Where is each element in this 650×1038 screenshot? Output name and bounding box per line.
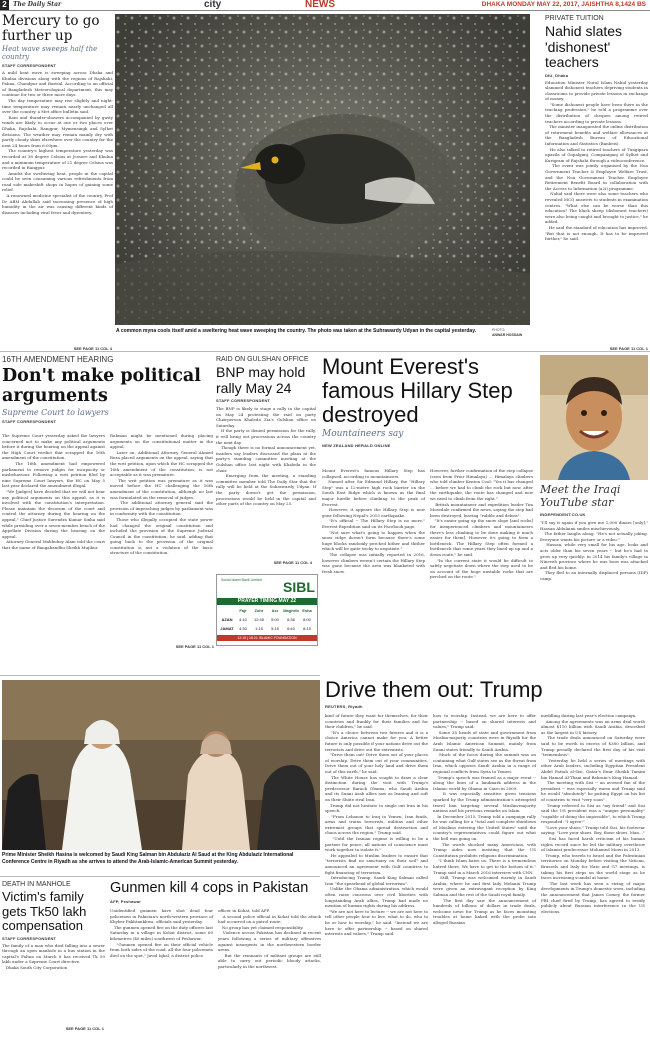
story-iraqi-boy bbox=[540, 483, 648, 673]
story-bnp bbox=[216, 355, 316, 565]
photo-iraqi-boy bbox=[540, 355, 648, 480]
story-body-col1: Unidentified gunmen have shot dead four policemen in Pakistan's north-western province of Khyber Pakhtunkhwa, officials said yesterday. The gunmen opened fire on the duty officers last Saturday in a village in Kohat district, some 60 kilometres (40 miles) southwest of Peshawar. "Gunmen opened fire on their official vehicle from both sides of the road, all the four policemen died on the spot," Javid Iqbal, a district police bbox=[110, 908, 213, 958]
story-body-col2: Rahman might be mentioned during placing arguments on the constitutional matter in the appeal. Later on, Additional Attorney General Ahmed Reza placed arguments on the appeal, saying that the writ petition, upon which the HC scrapped the 16th amendment of the constitution, is not acceptable as it was premature. The writ petition was premature as it was moved before the HC challenging the 16th amendment of the constitution, although no law was formulated on the removal of judges. The additional attorney general said the provision of impeaching judges by parliament was in conformity with the constitution. Those who illegally occupied the state power had changed the original constitution and included the provision of the Supreme Judicial Council in the constitution, he said, adding that going back to the provision of the original constitution is not a violation of the basic structure of the constitution. bbox=[110, 433, 213, 556]
story-kicker: RAID ON GULSHAN OFFICE bbox=[216, 356, 309, 363]
see-more[interactable]: SEE PAGE 11 COL 1 bbox=[175, 644, 214, 649]
byline: STAFF CORRESPONDENT bbox=[2, 63, 57, 68]
prayer-cell: AZAN bbox=[221, 617, 233, 622]
boy-image bbox=[540, 355, 648, 480]
prayer-title: PRAYER TIMING MAY 22 bbox=[217, 598, 317, 605]
story-title: BNP may hold rally May 24 bbox=[216, 364, 306, 396]
photo-credit-label: PHOTO: bbox=[492, 328, 506, 332]
dateline: DHAKA MONDAY MAY 22, 2017, JAISHTHA 8,1424 BS bbox=[481, 1, 646, 8]
section-news: NEWS bbox=[305, 0, 335, 10]
byline: REUTERS, Riyadh bbox=[325, 704, 363, 709]
story-title: Meet the Iraqi YouTube star bbox=[540, 483, 621, 509]
prayer-cell: 12:45 bbox=[253, 617, 264, 622]
story-teachers bbox=[545, 14, 648, 344]
story-body: Education Minister Nurul Islam Nahid yesterday slammed dishonest teachers depriving students in classrooms to provide private lessons in exchange of money. "Some dishonest people have been there in the teaching profession," he told a programme over the distribution of cheques among retired teachers according to private lessons. The minister inaugurated the online distribution of retirement benefits and welfare allowances at the Bangladesh Bureau of Educational Information and Statistics (Banbeis). He also talked to retired teachers of Tungipara upazila of Gopalganj, Companiganj of Sylhet and Kurigram of Rajshahi through a videoconference. The event was jointly organised by the Non Government Teacher & Employee Welfare Trust, and the Non Government Teacher Employee Retirement Benefit Board in collaboration with the Access to Information (a2i) programme. Nahid said there were also some teachers who revealed MCQ answers to students in examination centres. "What else can be worse than this education? The black sheep (dishonest teachers) were also being caught and brought to justice," he added. He said the standard of education has improved. "But that is not enough. It has to be improved further," he said. bbox=[545, 79, 648, 242]
photo-riyadh bbox=[2, 680, 320, 850]
prayer-row bbox=[219, 606, 315, 615]
prayer-cell: 5:15 bbox=[271, 626, 279, 631]
see-more[interactable]: SEE PAGE 11 COL 1 bbox=[609, 346, 648, 351]
photo-caption: A common myna cools itself amid a sweltering heat wave sweeping the country. The photo was taken at the Suhrawardy Udyan in the capital yesterday. bbox=[116, 328, 476, 334]
page-header bbox=[0, 0, 650, 11]
ad-bank-name: Social Islami Bank Limited bbox=[221, 578, 262, 582]
story-manhole bbox=[2, 880, 105, 1030]
story-subtitle: Supreme Court to lawyers bbox=[2, 408, 109, 417]
section-city: city bbox=[204, 0, 222, 10]
story-title: Don't make political arguments bbox=[2, 366, 201, 406]
story-title: Drive them out: Trump bbox=[325, 677, 543, 702]
see-more[interactable]: SEE PAGE 11 COL 4 bbox=[73, 346, 112, 351]
story-body-col3: meddling during last year's election campaign. Among the agreements was an arms deal worth almost $110 billion with Saudi Arabia, described as the largest in US history. The trade deals announced on Saturday were said to be worth in excess of $380 billion, and Trump proudly declared the first day of his visit "tremendous". Yesterday he held a series of meetings with other Arab leaders, including Egyptian President Abdel Fattah al-Sisi, Qatar's Emir Sheikh Tamim bin Hamad Al-Thani and Bahrain's King Hamad. The meeting with Sisi -- an avowed fan of the president -- was especially warm and Trump said he would "absolutely" be putting Egypt on his list of countries to visit "very soon". Trump referred to Sisi as "my friend" and Sisi said the US president was a "unique personality" "capable of doing the impossible", to which Trump responded: "I agree!" "Love your shoes," Trump told Sisi, his footwear saying: "Love your shoes. Boy, those shoes. Man..." Sisi has faced harsh criticism of his human rights record since he led the military overthrow of Islamist predecessor Mohamed Morsi in 2013. Trump, who travels to Israel and the Palestinian territories on Monday before visiting the Vatican, Brussels and Italy for Nato and G7 meetings, is taking his first steps on the world stage as he faces increasing scandal at home. The last week has seen a string of major developments in Trump's domestic woes, including the announcement that James Comey, the former FBI chief fired by Trump, has agreed to testify publicly about Russian interference in the US elections. bbox=[541, 713, 645, 914]
story-kicker: DEATH IN MANHOLE bbox=[2, 881, 71, 888]
story-title: Mount Everest's famous Hillary Step destroyed bbox=[322, 354, 513, 427]
story-trump bbox=[325, 678, 648, 1038]
story-body: A mild heat wave is sweeping across Dhaka and Khulna divisions along with the regions of Rajshahi, Pabna, Chandpur and Barisal. According to an official of Bangladesh Meteorological department, this may continue for two or three more days. The day temperature may rise slightly and night-time temperature may remain nearly unchanged all over the country, a Met office bulletin said. Rain and thunder-showers accompanied by gusty winds are likely to occur at one or two places over Dhaka, Rajshahi, Rangpur, Mymensingh and Sylhet divisions. The weather may remain mainly dry with partly cloudy skies elsewhere over the country for the next 24 hours from 6:00pm. The country's highest temperature yesterday was recorded at 38 degree Celsius at Jessore and Khulna and a minimum temperature of 21 degree Celsius was recorded in Rangpur. Amidst the sweltering heat, people in the capital could be seen consuming various refreshments from road side makeshift shops in hopes of gaining some relief. A renowned medicine specialist of the country, Prof Dr ABM Abdullah said increasing presence of high humidity in the air was causing different kinds of diseases including viral fever and dysentery. bbox=[2, 70, 113, 215]
byline: NEW ZEALAND HERALD ONLINE bbox=[322, 443, 391, 448]
byline: STAFF CORRESPONDENT bbox=[2, 419, 57, 424]
prayer-cell: Fajr bbox=[239, 608, 247, 613]
story-body: "I'll say it again if you give me 1,000 dinars [only]," Hassan Aldulaimi smiles mischievously. The father laughs along. "He's not actually joking. Everyone wants his picture or a video." Hassan, while very small for his age, looks and acts older than his seven years -- but he's had to grow up very quickly: in 2014 his family's village in Nineveh province where he was born was attacked and fled his home. They fled to an internally displaced persons (IDP) camp. bbox=[540, 520, 648, 581]
story-subtitle: Mountaineers say bbox=[322, 429, 404, 439]
story-body-col1: The Supreme Court yesterday asked the lawyers concerned not to make any political arguments before it during the hearing on the appeal against the High Court verdict that scrapped the 16th amendment of the constitution. The 16th amendment had empowered parliament to remove judges for incapacity or misbehaviour. Following a writ petition filed by nine Supreme Court lawyers, the HC on May 5 last year declared the amendment illegal. "We [judges] have decided that we will not hear any political arguments on this appeal, as it is involved with the constitution's interpretation. Please maintain the decorum of the court and control the attorney during the hearing on the appeal," Chief Justice Surendra Kumar Sinha said while presiding over a seven-member bench of the Appellate Division during the hearing on the appeal. Attorney General Mahbubey Alam told the court that the name of Bangabandhu Sheikh Mujibur bbox=[2, 433, 105, 550]
photo-caption: Prime Minister Sheikh Hasina is welcomed by Saudi King Salman bin Abdulaziz Al Saud at the King Abdulaziz International Conference Centre in Riyadh as she arrives to attend the Arab-Islamic-American Summit yesterday. bbox=[2, 852, 294, 865]
prayer-row bbox=[219, 624, 315, 633]
story-kicker: PRIVATE TUITION bbox=[545, 15, 604, 22]
story-body: The BNP is likely to stage a rally in the capital on May 24 protesting the raid on party Chairperson Khaleda Zia's Gulshan office on Saturday. If the party is denied permission for the rally, it will bring out processions across the country the next day. Though there is no formal announcement yet, insiders say leaders discussed the plans at the party's standing committee meeting at the Gulshan office last night with Khaleda in the chair. Emerging from the meeting, a standing committee member told The Daily Star that the rally will be held at the Suhrawardy Udyan. If the party doesn't get the permission, processions would be held in the capital and other parts of the country on May 25. bbox=[216, 406, 316, 507]
prayer-cell: Asr bbox=[271, 608, 279, 613]
byline: STAFF CORRESPONDENT bbox=[2, 935, 57, 941]
see-more[interactable]: SEE PAGE 11 COL 4 bbox=[273, 560, 312, 565]
page-number: 2 bbox=[0, 0, 9, 10]
prayer-cell: 6:40 bbox=[287, 626, 295, 631]
story-body-col1: kind of future they want for themselves, for their countries and frankly for their families and for their children," he said. "It's a choice between two futures and it is a choice America cannot make for you. A better future is only possible if your nations drive out the terrorists and drive out the extremists. "Drive them out! Drive them out of your places of worship. Drive them out of your communities. Drive them out of your holy land and drive them out of this earth," he said. The White House has sought to draw a clear distinction during the visit with Trump's predecessor Barack Obama, who Saudi Arabia and its Sunni Arab allies saw as leaning and soft on their Shiite rival Iran. Trump did not hesitate to single out Iran in his speech. "From Lebanon to Iraq to Yemen, Iran funds, arms and trains terrorists, militias and other extremist groups that spread destruction and chaos across the region," Trump said. "Until the Iranian regime is willing to be a partner for peace, all nations of conscience must work together to isolate it." He appealed to Muslim leaders to ensure that "terrorists find no sanctuary on their soil" and announced an agreement with Gulf countries to fight financing of terrorism. Introducing Trump, Saudi King Salman called Iran "the spearhead of global terrorism". Unlike the Obama administration, which would often raise concerns over civil liberties with longstanding Arab allies, Trump had made no mention of human rights during his address. "We are not here to lecture -- we are not here to tell other people how to live, what to do, who to be or how to worship," he said. "Instead we are here to offer partnership -- based on shared interests and values," Trump said. bbox=[325, 713, 428, 937]
prayer-cell: 4:10 bbox=[239, 617, 247, 622]
prayer-cell: 6:36 bbox=[287, 617, 295, 622]
summit-image bbox=[2, 680, 320, 850]
prayer-cell: Maghrib bbox=[283, 608, 299, 613]
prayer-cell: 4:30 bbox=[239, 626, 247, 631]
masthead-logo: The Daily Star bbox=[13, 1, 62, 8]
byline: STAFF CORRESPONDENT bbox=[216, 398, 271, 403]
prayer-cell: 5:00 bbox=[271, 617, 279, 622]
myna-image bbox=[115, 14, 530, 325]
prayer-cell: 8:00 bbox=[303, 617, 311, 622]
ad-sibl-prayer-times bbox=[216, 574, 318, 646]
story-body-col1: Mount Everest's famous Hillary Step has collapsed, according to mountaineers. Named after Sir Edmund Hillary, the "Hillary Step" was a 12-metre high rock barrier on the South East Ridge which is known as the final major hurdle before climbing to the peak of Everest. However, it appears the Hillary Step is now gone following Nepal's 2015 earthquake. "It's official -- The Hillary Step is no more," Everest Expedition said on its Facebook page. "Not sure what's going to happen when the snow ridge doesn't form because there's some huge blocks randomly perched hither and thither which will be quite tricky to negotiate." The collapse was initially reported in 2016, however climbers weren't certain the Hillary Step was gone because the area was blanketed with fresh snow. bbox=[322, 468, 425, 574]
story-heat-wave bbox=[2, 14, 113, 344]
story-body: The family of a man who died falling into a sewer through an open manhole in a bus station in the capital's Paltan on March 8 has received Tk 50 lakh under a Supreme Court directive. Dhaka South City Corporation bbox=[2, 942, 105, 970]
prayer-table bbox=[219, 606, 315, 633]
story-title: Mercury to go further up bbox=[2, 13, 100, 44]
photo-myna bbox=[115, 14, 530, 325]
photo-credit: ANWAR HOSSAIN bbox=[492, 333, 523, 337]
prayer-cell: JAMAT bbox=[220, 626, 234, 631]
story-title: Victim's family gets Tk50 lakh compensation bbox=[2, 889, 87, 933]
prayer-cell: Esha bbox=[302, 608, 312, 613]
story-body-col2: However, further confirmation of the step collapse (seen from Prior Himalaya) ... Himalaya climbers who told climber Kenton Cool: "Yes it has changed ... before we had to climb the rock but now, after the earthquake, the route has changed and now we need to climb from the right." British mountaineer and expedition leader Tim Mosedale confirmed the news, saying the step had been destroyed, leaving "rubble and debris". "It's easier going up the snow slope [and rocks] for inexperienced climbers and mountaineers there's less climbing to be done making it much easier for them]. However it's going to form a bottleneck. The Hillary Step often formed a bottleneck that some years they lined up up and a down route," he said. "In the current state it would be difficult to safely negotiate down where the step used to be on account of the huge unstable rocks that are perched on the route." bbox=[430, 468, 533, 580]
byline: DIU, Dhaka bbox=[545, 72, 569, 78]
story-title: Nahid slates 'dishonest' teachers bbox=[545, 23, 623, 70]
story-subtitle: Heat wave sweeps half the country bbox=[2, 45, 98, 61]
story-body-col2: officer in Kohat, told AFP. A second police official in Kohat told the attack had occurred on a patrol route. No group has yet claimed responsibility. Violence across Pakistan has declined in recent years following a series of military offensives against insurgents in the northwestern border areas. But the remnants of militant groups are still able to carry out periodic bloody attacks, particularly in the northwest. bbox=[218, 908, 322, 969]
byline: INDEPENDENT.CO.UK bbox=[540, 512, 586, 517]
story-everest bbox=[322, 355, 535, 675]
prayer-row bbox=[219, 615, 315, 624]
prayer-cell: 1:15 bbox=[255, 626, 263, 631]
story-pakistan bbox=[110, 880, 322, 1035]
story-amendment bbox=[2, 355, 212, 675]
story-kicker: 16TH AMENDMENT HEARING bbox=[2, 355, 114, 364]
prayer-cell: Zohr bbox=[254, 608, 264, 613]
ad-brand: SIBL bbox=[283, 579, 315, 595]
see-more[interactable]: SEE PAGE 11 COL 1 bbox=[65, 1026, 104, 1031]
prayer-cell: 8:15 bbox=[303, 626, 311, 631]
prayer-cell bbox=[219, 606, 235, 615]
byline: AFP, Peshawar bbox=[110, 899, 141, 904]
story-body-col2: how to worship. Instead, we are here to offer partnership -- based on shared interests and values," Trump said. Some 35 heads of state and government from Muslim-majority countries were in Riyadh for the Arab Islamic American Summit, mainly from Sunni states friendly to Saudi Arabia. Much of the focus during the summit was on containing what Gulf states see as the threat from Iran, which opposes Saudi Arabia in a range of regional conflicts from Syria to Yemen. Trump's speech was framed as a major event -- along the lines of a landmark address in the Islamic world by Obama in Cairo in 2009. It was especially sensitive given tensions sparked by the Trump administration's attempted travel ban targeting several Muslim-majority nations and his previous remarks on Islam. In December 2015, Trump told a campaign rally he was calling for a "total and complete shutdown of Muslims entering the United States" until the country's representatives could figure out what the hell was going on. The words shocked many Americans, with Trump aides now insisting that the US Constitution prohibits religious discrimination. "I think Islam hates us. There is a tremendous hatred there. We have to get to the bottom of it," Trump said in a March 2016 interview with CNN. Still, Trump was welcomed warmly in Saudi Arabia, where he and first lady Melania Trump were given an extravagant reception by King Salman and the rest of the Saudi royal family. The first day saw the announcement of hundreds of billions of dollars in trade deals, welcome news for Trump as he faces mounting troubles at home linked with the probe into alleged Russian bbox=[433, 713, 536, 925]
ad-footer: 12:15 | 18:21 ISLAMIC FOUNDATION bbox=[217, 635, 317, 641]
story-title: Gunmen kill 4 cops in Pakistan bbox=[110, 880, 309, 896]
